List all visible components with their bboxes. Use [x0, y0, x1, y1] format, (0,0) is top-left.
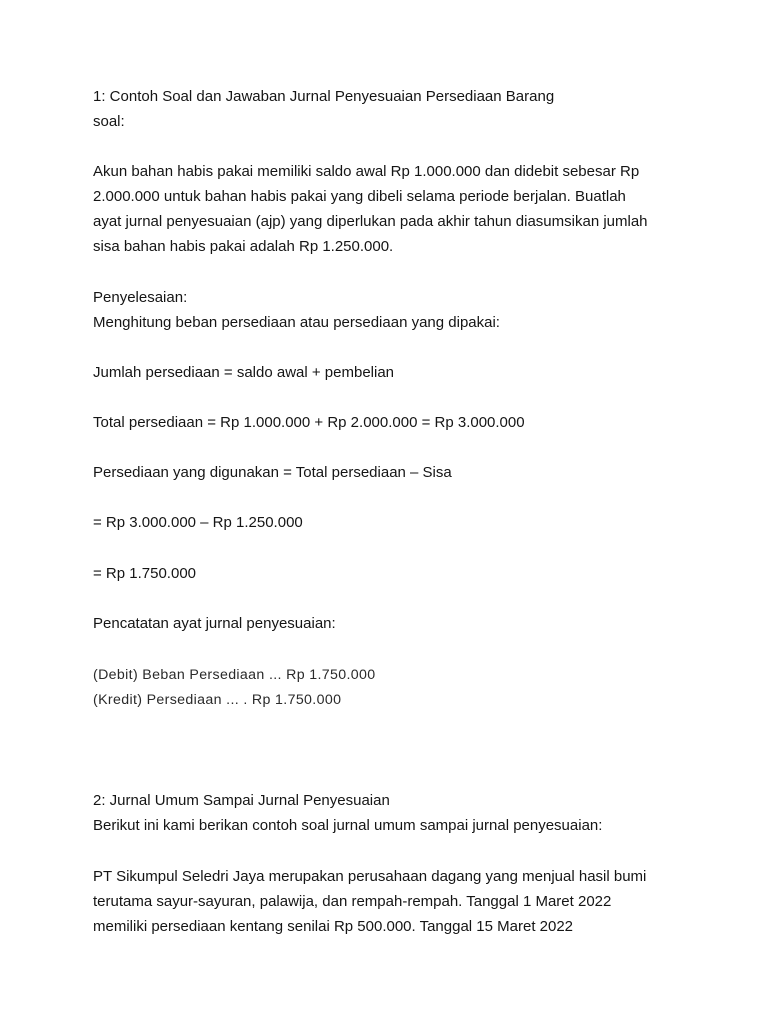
formula-total: Total persediaan = Rp 1.000.000 + Rp 2.000.000 = Rp 3.000.000 [93, 414, 525, 431]
calculation-result: = Rp 1.750.000 [93, 565, 197, 582]
case-line: memiliki persediaan kentang senilai Rp 500.000. Tanggal 15 Maret 2022 [93, 918, 574, 935]
case-line: PT Sikumpul Seledri Jaya merupakan perusahaan dagang yang menjual hasil bumi [93, 868, 647, 885]
problem-line: ayat jurnal penyesuaian (ajp) yang diperlukan pada akhir tahun diasumsikan jumlah [93, 213, 648, 230]
formula-jumlah: Jumlah persediaan = saldo awal + pembelian [93, 364, 395, 381]
section-2-intro: Berikut ini kami berikan contoh soal jurnal umum sampai jurnal penyesuaian: [93, 817, 603, 834]
solution-label: Penyelesaian: [93, 289, 188, 306]
problem-line: Akun bahan habis pakai memiliki saldo awal Rp 1.000.000 dan didebit sebesar Rp [93, 163, 640, 180]
section-2-title: 2: Jurnal Umum Sampai Jurnal Penyesuaian [93, 792, 390, 809]
case-line: terutama sayur-sayuran, palawija, dan rempah-rempah. Tanggal 1 Maret 2022 [93, 893, 612, 910]
problem-line: sisa bahan habis pakai adalah Rp 1.250.000. [93, 238, 394, 255]
journal-debit-entry: (Debit) Beban Persediaan ... Rp 1.750.000 [93, 667, 376, 683]
journal-label: Pencatatan ayat jurnal penyesuaian: [93, 615, 336, 632]
calculation-step: = Rp 3.000.000 – Rp 1.250.000 [93, 514, 303, 531]
section-1-title: 1: Contoh Soal dan Jawaban Jurnal Penyesuaian Persediaan Barang [93, 88, 555, 105]
formula-digunakan: Persediaan yang digunakan = Total persediaan – Sisa [93, 464, 452, 481]
problem-line: 2.000.000 untuk bahan habis pakai yang dibeli selama periode berjalan. Buatlah [93, 188, 626, 205]
journal-credit-entry: (Kredit) Persediaan ... . Rp 1.750.000 [93, 692, 342, 708]
soal-label: soal: [93, 113, 125, 130]
solution-intro: Menghitung beban persediaan atau persediaan yang dipakai: [93, 314, 500, 331]
